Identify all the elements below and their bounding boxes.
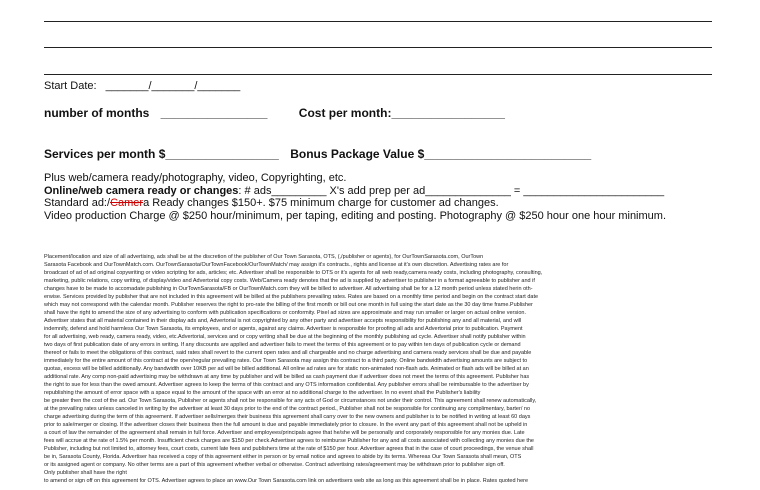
legal-line: Only publisher shall have the right <box>44 470 127 476</box>
bonus-field[interactable]: _________________________ <box>424 147 592 161</box>
legal-line: Publisher, including but not limited to, attorney fees, court costs, current late fees and publishers time at the rate of $150 per hour. Advertiser agrees that in the case of court proceedings, the venue shall <box>44 446 534 452</box>
standard-post: a Ready changes $150+. $75 minimum charge for customer ad changes. <box>143 197 499 209</box>
legal-line: Placement/location and size of all advertising, ads shall be at the discretion of the publisher of Our Town Sarasota, OTS, (,/publisher or agents), for OurTownSarasota.com, OurTown <box>44 254 484 260</box>
legal-line: for all advertising, web ready, camera ready, video, etc.Advertorial, services and or copy writing shall be due at the beginning of the monthly publishing ad cycle. Advertiser shall notify publisher within <box>44 334 526 340</box>
start-date-row <box>44 80 240 92</box>
legal-line: or its assigned agent or company. No other terms are a part of this agreement whether verbal or otherwise. Contract advertising rates/agreement may be withdrawn prior to publisher sign off. <box>44 462 505 468</box>
legal-line: at the prevailing rates unless canceled in writing by the advertiser at least 30 days prior to the end of the contract period., Publisher shall not be responsible for continuing any complimentary, barter/ no <box>44 406 531 412</box>
services-field[interactable]: _________________ <box>165 147 279 161</box>
legal-line: the right to sue for less than the owed amount. Advertiser agrees to keep the terms of this contract and any OTS information confidential. Any publisher errors shall be reimbursable to the advertiser by <box>44 382 529 388</box>
legal-line: two days of first publication date of any errors in writing. If any discounts are applied and advertiser fails to meet the terms of this agreement or to pay within ten days of publication cycle or demand <box>44 342 521 348</box>
standard-strike: Camer <box>110 197 144 209</box>
plus-line: Plus web/camera ready/photography, video, Copyrighting, etc. <box>44 172 347 184</box>
cost-field[interactable]: _________________ <box>391 106 505 120</box>
months-label: number of months <box>44 106 150 120</box>
legal-line: prior to sale/merger or closing. If the advertiser closes their business then the full amount is due and payable immediately prior to closure. In the event any part of this agreement shall not be upheld in <box>44 422 528 428</box>
legal-line: shall have the right to amend the size of any advertising to conform with publication specifications or conformity. Pixel ad sizes are approximate and may run smaller or larger on actual online version. <box>44 310 526 316</box>
pricing-block <box>44 172 666 222</box>
months-row <box>44 106 505 120</box>
legal-line: marketing, public relations, copy writing, of display/video and Advertorial copy costs. Web/Camera ready denotes that the ad is supplied by advertiser to publisher in a format agreeable to publisher and if <box>44 278 535 284</box>
legal-line: a court of law the remainder of the agreement shall remain in full force. Advertiser and employees/principals agree that he/she will be personally and corporately responsible for any monies due. Late <box>44 430 525 436</box>
online-label: Online/web camera ready or changes <box>44 184 239 197</box>
legal-line: indemnify, defend and hold harmless Our Town Sarasota, its employees, and or agents, against any claims. Advertiser is responsible for proofing all ads and Advertorial prior to publication. Payment <box>44 326 523 332</box>
video-line: Video production Charge @ $250 hour/minimum, per taping, editing and posting. Photography @ $250 hour one hour minimum. <box>44 209 667 222</box>
legal-line: fees will accrue at the rate of 1.5% per month. Insufficient check charges are $150 per check.Advertiser agrees to reimburse Publisher for any and all costs associated with collecting any monies due the <box>44 438 534 444</box>
legal-line: be in, Sarasota County, Florida. Advertiser has received a copy of this agreement either in person or by email notice and agrees to abide by its terms. Whereas Our Town Sarasota shall mean, OTS <box>44 454 522 460</box>
services-label: Services per month $ <box>44 147 166 161</box>
legal-line: Sarasota Facebook and OurTownMatch.com. OurTownSarasota/OurTownFacebook/OurTownMatch/ may assign it's contracts., rights and license at it's own discretion. Advertising rates are for <box>44 262 509 268</box>
services-row <box>44 147 591 161</box>
legal-line: be greater then the cost of the ad. Our Town Sarasota, Publisher or agents shall not be responsible for any acts of God or circumstances not under their control. This agreement shall renew automatically, <box>44 398 537 404</box>
blank-line-1 <box>44 21 712 22</box>
legal-line: changes have to be made to accomadate publishing in OurTownSarasota/FB or OurTownMatch.com they will be billed to advertiser. All advertising shall be for a 12 month period unless stated herin oth- <box>44 286 533 292</box>
standard-line <box>44 197 666 210</box>
legal-line: Advertiser states that all material contained in their display ads and, Advertorial is not copyrighted by any other party and advertiser accepts responsibility for publishing any and all material, and will <box>44 318 522 324</box>
legal-line: which may not correspond with the calendar month. Publisher reserves the right to pro-rate the billing of the first month or bill out one month in full using the start date as the 30 day time frame.Publisher <box>44 302 533 308</box>
start-date-label: Start Date: <box>44 80 97 92</box>
legal-line: to amend or sign off on this agreement for OTS. Advertiser agrees to place an www.Our Town Sarasota.com link on advertisers web site as long as this agreement shall be in place. Rates quoted here <box>44 478 529 484</box>
legal-terms <box>44 253 712 485</box>
start-date-field[interactable]: _______/_______/_______ <box>105 80 241 92</box>
cost-label: Cost per month: <box>298 106 392 120</box>
legal-line: republishing the amount of error space with a space equal to the amount of the space with an error at no additional charge to the advertiser. In no event shall the Publisher's liability <box>44 390 481 396</box>
blank-line-2 <box>44 47 712 48</box>
legal-line: immediately for the entire amount of this contract at the open/regular prevailing rates. Our Town Sarasota may assign this contract to a third party. Online bandwidth advertising amounts are subject to <box>44 358 528 364</box>
online-fields[interactable]: : # ads_________ X's add prep per ad______________ = _______________________ <box>238 184 665 197</box>
legal-line: thereof or fails to meet the obligations of this contract, said rates shall revert to the current open rates and all chargeable and no charge advertising and camera ready services shall be due and payable <box>44 350 532 356</box>
legal-line: charge advertising during the term of this agreement. If advertiser sells/merges their business this agreement shall carry over to the new owners and publisher is to be notified in writing at least 60 days <box>44 414 531 420</box>
legal-line: quotas, excess will be billed additionally. Any bandwidth over 10KB per ad will be billed additional. All online ad rates are for static non-animated non-flash ads. Animated or flash ads will be billed at an <box>44 366 529 372</box>
legal-line: broadcast of ad of ad original copywriting or video scripting for ads, articles; etc. Advertiser shall be responsible to OTS or it's agents for all web ready,camera ready costs, including photography, consulting, <box>44 270 543 276</box>
bonus-label: Bonus Package Value $ <box>290 147 425 161</box>
legal-line: additional rate. Any comp non-paid advertising may be withdrawn at any time by publisher and will be billed as cash payment due if advertiser does not meet the terms of this agreement. Publisher has <box>44 374 530 380</box>
blank-line-3 <box>44 74 712 75</box>
standard-pre: Standard ad:/ <box>44 197 111 209</box>
legal-line: erwise. Services provided by publisher that are not included in this agreement will be billed at the publishers prevailing rates. Rates are based on a monthly time period and begin on the contract start date <box>44 294 539 300</box>
months-field[interactable]: ________________ <box>160 106 268 120</box>
online-line <box>44 185 666 198</box>
